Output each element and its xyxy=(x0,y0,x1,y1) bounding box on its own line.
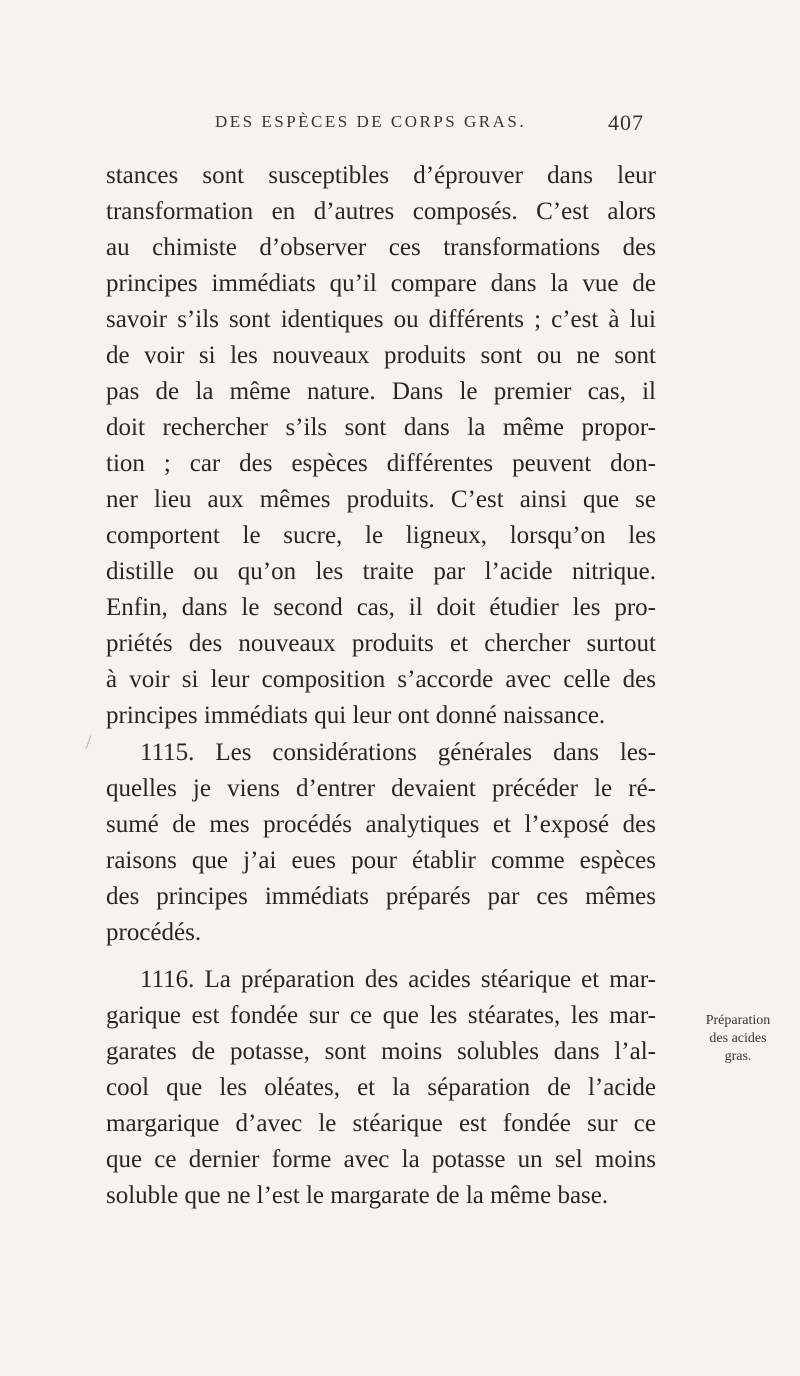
margin-note-line: gras. xyxy=(724,1049,752,1064)
text-line: stances sont susceptibles d’éprouver dans leur xyxy=(106,162,656,189)
text-line: pas de la même nature. Dans le premier cas, il xyxy=(106,378,656,405)
text-line: margarique d’avec le stéarique est fondée sur ce xyxy=(106,1110,656,1137)
text-line: quelles je viens d’entrer devaient précéder le ré- xyxy=(106,775,656,802)
text-line: au chimiste d’observer ces transformations des xyxy=(106,234,656,261)
running-head: DES ESPÈCES DE CORPS GRAS. xyxy=(215,112,527,131)
page-number: 407 xyxy=(608,110,644,135)
text-line: procédés. xyxy=(106,919,202,946)
paragraph-1115-start: 1115. Les considérations générales dans les- xyxy=(140,739,656,766)
text-line: que ce dernier forme avec la potasse un sel moins xyxy=(106,1146,656,1173)
text-line: tion ; car des espèces différentes peuvent don- xyxy=(106,450,656,477)
text-line: cool que les oléates, et la séparation de l’acide xyxy=(106,1074,656,1101)
margin-note-line: Préparation xyxy=(705,1013,771,1028)
text-line: comportent le sucre, le ligneux, lorsqu’on les xyxy=(106,522,656,549)
text-line: principes immédiats qu’il compare dans la vue de xyxy=(106,270,656,297)
text-line: garique est fondée sur ce que les stéarates, les mar- xyxy=(106,1002,656,1029)
text-line: principes immédiats qui leur ont donné naissance. xyxy=(106,702,606,729)
text-line: transformation en d’autres composés. C’est alors xyxy=(106,198,656,225)
text-line: soluble que ne l’est le margarate de la même base. xyxy=(106,1182,609,1209)
text-line: ner lieu aux mêmes produits. C’est ainsi que se xyxy=(106,486,656,513)
stray-ink-mark xyxy=(86,735,92,748)
text-line: sumé de mes procédés analytiques et l’exposé des xyxy=(106,811,656,838)
margin-note xyxy=(688,1012,788,1066)
paragraph-1116-start: 1116. La préparation des acides stéarique et mar- xyxy=(140,966,656,993)
text-line: distille ou qu’on les traite par l’acide nitrique. xyxy=(106,558,656,585)
text-line: de voir si les nouveaux produits sont ou ne sont xyxy=(106,342,656,369)
text-line: savoir s’ils sont identiques ou différents ; c’est à lui xyxy=(106,306,656,333)
text-line: doit rechercher s’ils sont dans la même propor- xyxy=(106,414,656,441)
margin-note-line: des acides xyxy=(709,1031,767,1046)
text-line: garates de potasse, sont moins solubles dans l’al- xyxy=(106,1038,656,1065)
text-line: priétés des nouveaux produits et chercher surtout xyxy=(106,630,656,657)
text-line: à voir si leur composition s’accorde avec celle des xyxy=(106,666,656,693)
text-line: des principes immédiats préparés par ces mêmes xyxy=(106,883,656,910)
text-line: Enfin, dans le second cas, il doit étudier les pro- xyxy=(106,594,656,621)
text-line: raisons que j’ai eues pour établir comme espèces xyxy=(106,847,656,874)
